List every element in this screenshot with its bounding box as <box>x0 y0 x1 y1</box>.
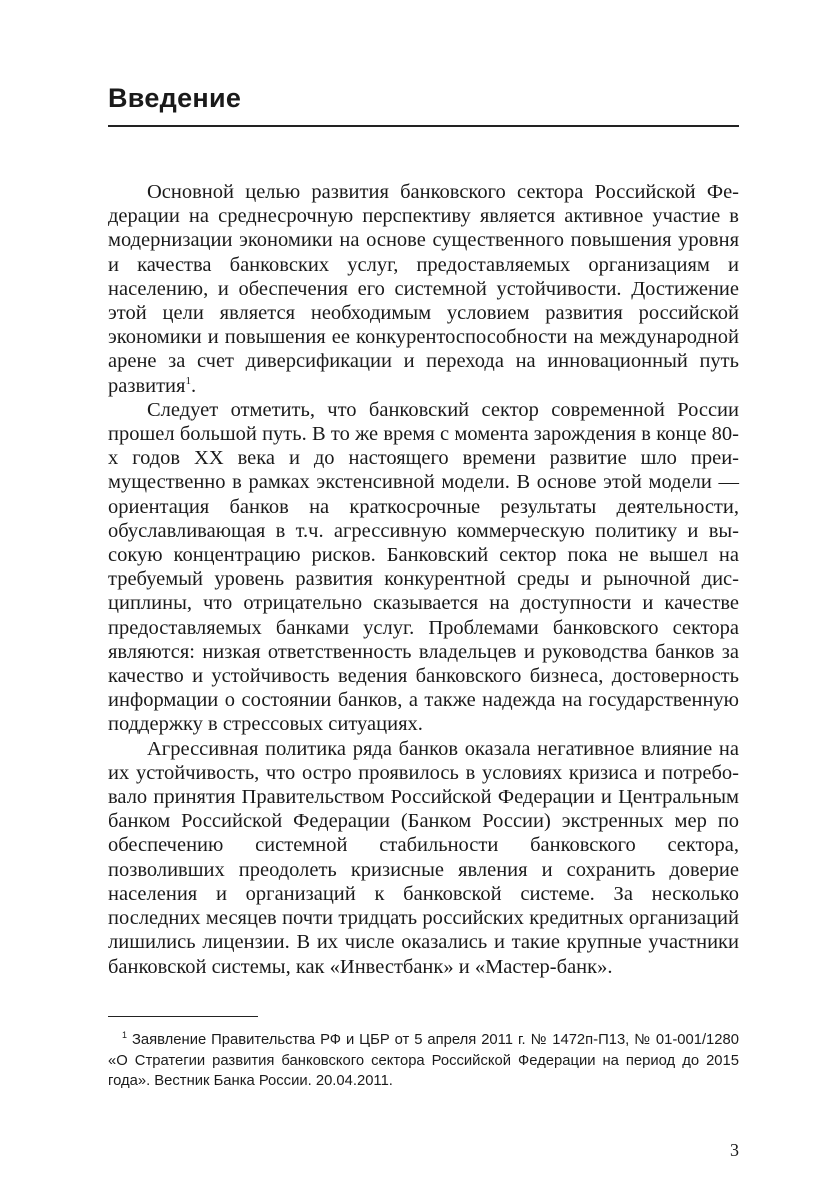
footnote-separator <box>108 1016 258 1017</box>
paragraph-3: Агрессивная политика ряда банков оказала негативное влияние на их устойчивость, что остро проявилось в условиях кризиса и потребовало принятия Правительством Российской Федерации и Центральным банком Российской Федерации (Банком России) экстренных мер по обеспечению системной стабильности банковского сектора, позволивших преодолеть кризисные явления и сохранить доверие населения и организаций к банковской системе. За несколько последних месяцев почти тридцать российских кредитных организаций лишились лицензии. В их числе оказались и такие крупные участники банковской системы, как «Инвестбанк» и «Мастер-банк». <box>108 737 739 978</box>
paragraph-2: Следует отметить, что банковский сектор современной России прошел большой путь. В то же время с момента зарождения в конце 80-х годов XX века и до настоящего времени развитие шло преимущественно в рамках экстенсивной модели. В основе этой модели — ориентация банков на краткосрочные результаты деятельности, обуславливающая в т.ч. агрессивную коммерческую политику и высокую концентрацию рисков. Банковский сектор пока не вышел на требуемый уровень развития конкурентной среды и рыночной дисциплины, что отрицательно сказывается на доступности и качестве предоставляемых банками услуг. Проблемами банковского сектора являются: низкая ответственность владельцев и руководства банков за качество и устойчивость ведения банковского бизнеса, достоверность информации о состоянии банков, а также надежда на государственную поддержку в стрессовых ситуациях. <box>108 398 739 736</box>
paragraph-1-text: Основной целью развития банковского сектора Российской Федерации на среднесрочную перспективу является активное участие в модернизации экономики на основе существенного повышения уровня и качества банковских услуг, предоставляемых организациям и населению, и обеспечения его системной устойчивости. Достижение этой цели является необходимым условием развития российской экономики и повышения ее конкурентоспособности на международной арене за счет диверсификации и перехода на инновационный путь развития <box>108 181 739 397</box>
book-page <box>108 0 739 1199</box>
main-text <box>108 180 739 979</box>
footnote-text: Заявление Правительства РФ и ЦБР от 5 апреля 2011 г. № 1472п-П13, № 01-001/1280 «О Стратегии развития банковского сектора Российской Федерации на период до 2015 года». Вестник Банка России. 20.04.2011. <box>108 1032 739 1089</box>
chapter-title: Введение <box>108 83 242 113</box>
paragraph-1 <box>108 180 739 398</box>
title-underline <box>108 125 739 127</box>
page-number: 3 <box>730 1140 739 1160</box>
footnote-reference: 1 <box>185 374 191 387</box>
footnote <box>108 1030 739 1092</box>
footnote-marker: 1 <box>122 1030 128 1041</box>
paragraph-1-tail: . <box>190 374 197 397</box>
